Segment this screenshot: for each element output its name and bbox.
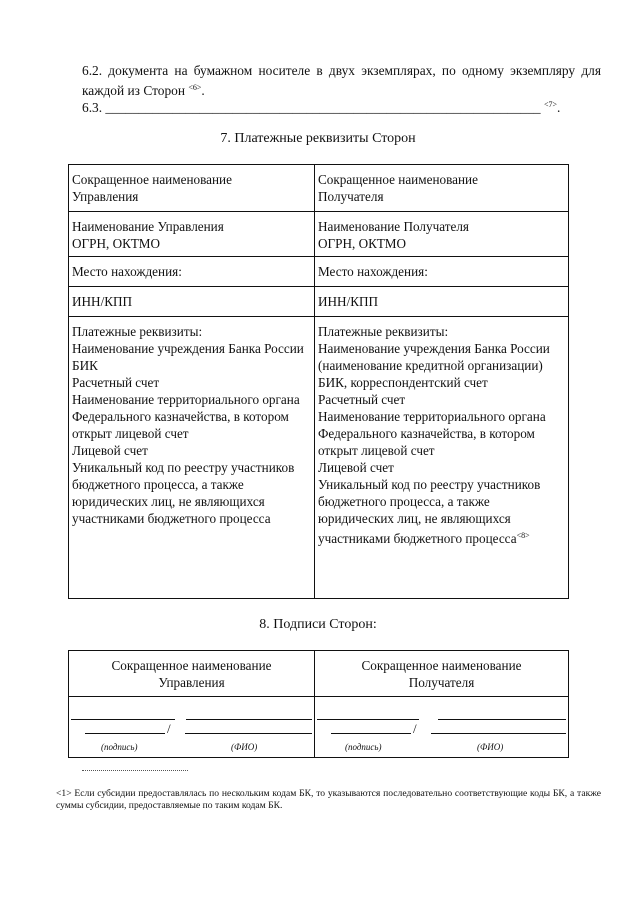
table-cell-left: ИНН/КПП — [69, 287, 315, 317]
footnote-ref-6: <6> — [188, 83, 202, 92]
signature-caption: (подпись) — [345, 742, 382, 752]
table-cell-left: Платежные реквизиты: Наименование учреждения Банка России БИК Расчетный счет Наименование территориального органа Федерального казначейства, в котором открыт лицевой счет Лицевой счет Уникальный код по реестру участников бюджетного процесса, а также юридических лиц, не являющихся участниками бюджетного процесса — [69, 317, 315, 599]
signature-block-right — [315, 697, 569, 758]
table-cell-right: ИНН/КПП — [315, 287, 569, 317]
paragraph-6-3 — [82, 96, 601, 116]
table-row — [69, 651, 569, 697]
signature-slash: / — [167, 721, 171, 736]
paragraph-6-3-text: 6.3. _________________________________________________________________ — [82, 100, 541, 115]
name-caption: (ФИО) — [477, 742, 504, 752]
signatures-table — [68, 650, 569, 758]
paragraph-6-2-end: . — [201, 83, 205, 98]
table-row — [69, 287, 569, 317]
footnote-ref-7: <7> — [544, 100, 558, 109]
table-cell-right: Сокращенное наименование Получателя — [315, 165, 569, 212]
table-cell-left: Сокращенное наименование Управления — [69, 165, 315, 212]
signature-lines-bottom — [317, 721, 566, 735]
signature-head-left: Сокращенное наименование Управления — [69, 651, 315, 697]
table-row — [69, 317, 569, 599]
table-cell-left: Наименование Управления ОГРН, ОКТМО — [69, 212, 315, 257]
signature-lines-top — [71, 707, 312, 721]
name-caption: (ФИО) — [231, 742, 258, 752]
footnote-separator — [82, 770, 188, 771]
paragraph-6-2-text: 6.2. документа на бумажном носителе в двух экземплярах, по одному экземпляру для каждой из Сторон — [82, 63, 601, 98]
payment-details-table — [68, 164, 569, 599]
footnote-1: <1> Если субсидии предоставлялась по нескольким кодам БК, то указываются последовательно соответствующие коды БК, а также суммы субсидии, предоставляемые по таким кодам БК. — [56, 788, 601, 811]
table-row — [69, 257, 569, 287]
signature-caption: (подпись) — [101, 742, 138, 752]
paragraph-6-2 — [82, 62, 601, 99]
table-cell-left: Место нахождения: — [69, 257, 315, 287]
signature-lines-bottom — [71, 721, 312, 735]
table-row — [69, 697, 569, 758]
signature-block-left — [69, 697, 315, 758]
paragraph-6-3-end: . — [557, 100, 561, 115]
table-cell-right: Платежные реквизиты: Наименование учреждения Банка России (наименование кредитной организации) БИК, корреспондентский счет Расчетный счет Наименование территориального органа Федерального казначейства, в котором открыт лицевой счет Лицевой счет Уникальный код по реестру участников бюджетного процесса, а также юридических лиц, не являющихся участниками бюджетного процесса$^{<8>}$ — [315, 317, 569, 599]
table-row — [69, 212, 569, 257]
section-7-title: 7. Платежные реквизиты Сторон — [220, 131, 416, 146]
signature-lines-top — [317, 707, 566, 721]
signature-head-right: Сокращенное наименование Получателя — [315, 651, 569, 697]
table-cell-right: Место нахождения: — [315, 257, 569, 287]
signature-slash: / — [413, 721, 417, 736]
table-row — [69, 165, 569, 212]
table-cell-right: Наименование Получателя ОГРН, ОКТМО — [315, 212, 569, 257]
section-8-title: 8. Подписи Сторон: — [259, 617, 377, 632]
footnote-ref-8: <8> — [516, 531, 530, 540]
